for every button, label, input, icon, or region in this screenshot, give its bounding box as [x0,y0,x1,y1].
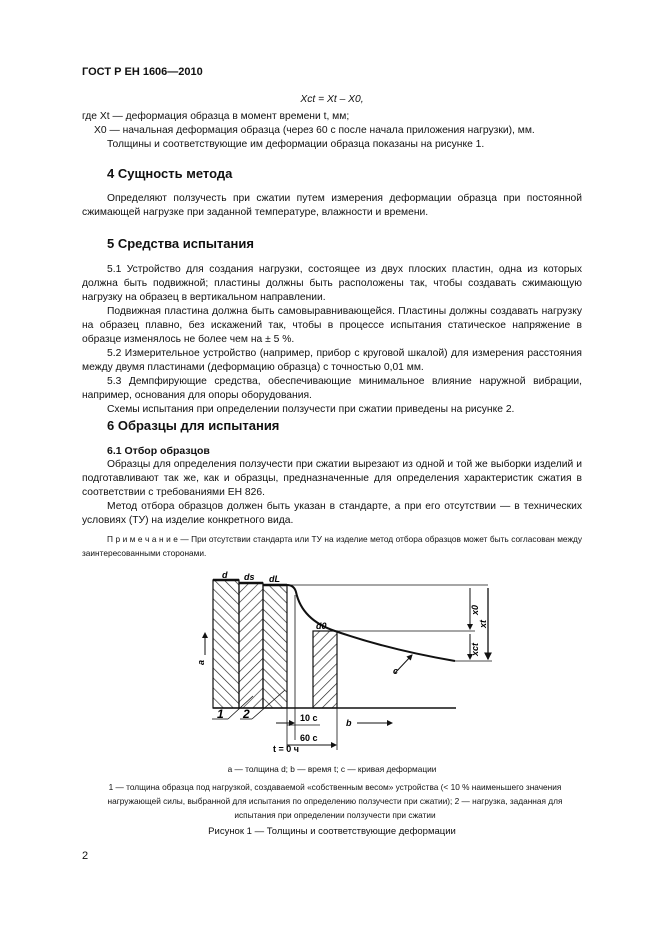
label-1: 1 [217,707,224,721]
label-a: a [196,659,206,665]
specimen-dL [263,585,287,708]
label-c: c [393,666,399,676]
section-6-para: Метод отбора образцов должен быть указан в стандарте, а при его отсутствии — в технических условиях (ТУ) на изделие конкретного вида. [82,501,582,526]
page-number: 2 [82,850,89,862]
section-6-para: Образцы для определения ползучести при сжатии вырезают из одной и той же выборки изделий и подготавливают так же, как и образцы, предназначенные для определения характеристик сжатия в соответствии с требованиями ЕН 826. [82,459,582,498]
label-ds: ds [244,572,255,582]
label-xt: xt [478,619,488,628]
section-6-heading: 6 Образцы для испытания [107,418,280,433]
label-d0: d0 [316,621,327,631]
deformation-curve [287,585,455,661]
section-4-text: Определяют ползучесть при сжатии путем измерения деформации образца при постоянной сжимающей нагрузке при заданной температуре, влажности и времени. [82,193,582,218]
figure-caption: Рисунок 1 — Толщины и соответствующие деформации [208,826,456,837]
specimen-ds [239,583,263,708]
label-dL: dL [269,574,280,584]
where-line-1: где Xt — деформация образца в момент времени t, мм; [82,111,350,122]
section-5-para: Схемы испытания при определении ползучести при сжатии приведены на рисунке 2. [107,404,515,415]
note-text: При отсутствии стандарта или ТУ на изделие метод отбора образцов может быть согласован между заинтересованными сторонами. [82,534,582,558]
where-line-3: Толщины и соответствующие им деформации образца показаны на рисунке 1. [107,139,485,150]
label-t0: t = 0 ч [273,744,299,754]
specimen-d [213,580,239,708]
label-b: b [346,718,352,728]
section-5-para: 5.2 Измерительное устройство (например, прибор с круговой шкалой) для измерения расстояния между двумя пластинами (деформацию образца) с точностью 0,01 мм. [82,348,582,373]
section-4-heading: 4 Сущность метода [107,166,233,181]
section-5-para: 5.3 Демпфирующие средства, обеспечивающие минимальное влияние наружной вибрации, например, основания для опоры оборудования. [82,376,582,401]
label-d: d [222,570,228,580]
figure-note: 1 — толщина образца под нагрузкой, создаваемой «собственным весом» устройства (< 10 % наименьшего значения нагружающей силы, выбранной для испытания по определению ползучести при сжатии); 2 — нагрузка, заданная для испытания при определении ползучести при сжатии [107,782,563,820]
figure-legend: a — толщина d; b — время t; c — кривая деформации [227,764,437,774]
formula: Xct = Xt – X0, [300,94,364,105]
label-xct: xct [470,642,480,656]
section-5-para: 5.1 Устройство для создания нагрузки, состоящее из двух плоских пластин, одна из которых должна быть подвижной; пластины должны быть расположены так, чтобы создавать сжимающую нагрузку на образец в вертикальном направлении. [82,264,582,303]
label-x0: x0 [470,604,480,615]
label-10s: 10 с [300,713,318,723]
label-60s: 60 с [300,733,318,743]
specimen-d0 [313,631,337,708]
note-label: П р и м е ч а н и е — [107,534,189,544]
section-5-para: Подвижная пластина должна быть самовыравнивающейся. Пластины должны создавать нагрузку на образец плавно, без искажений так, чтобы в процессе испытания статическое напряжение в образце изменялось не более чем на ± 5 %. [82,306,582,345]
section-5-heading: 5 Средства испытания [107,236,254,251]
label-2: 2 [243,707,250,721]
where-line-2: X0 — начальная деформация образца (через 60 с после начала приложения нагрузки), мм. [94,125,535,136]
section-6-1-heading: 6.1 Отбор образцов [107,445,210,457]
document-header: ГОСТ Р ЕН 1606—2010 [82,66,203,78]
